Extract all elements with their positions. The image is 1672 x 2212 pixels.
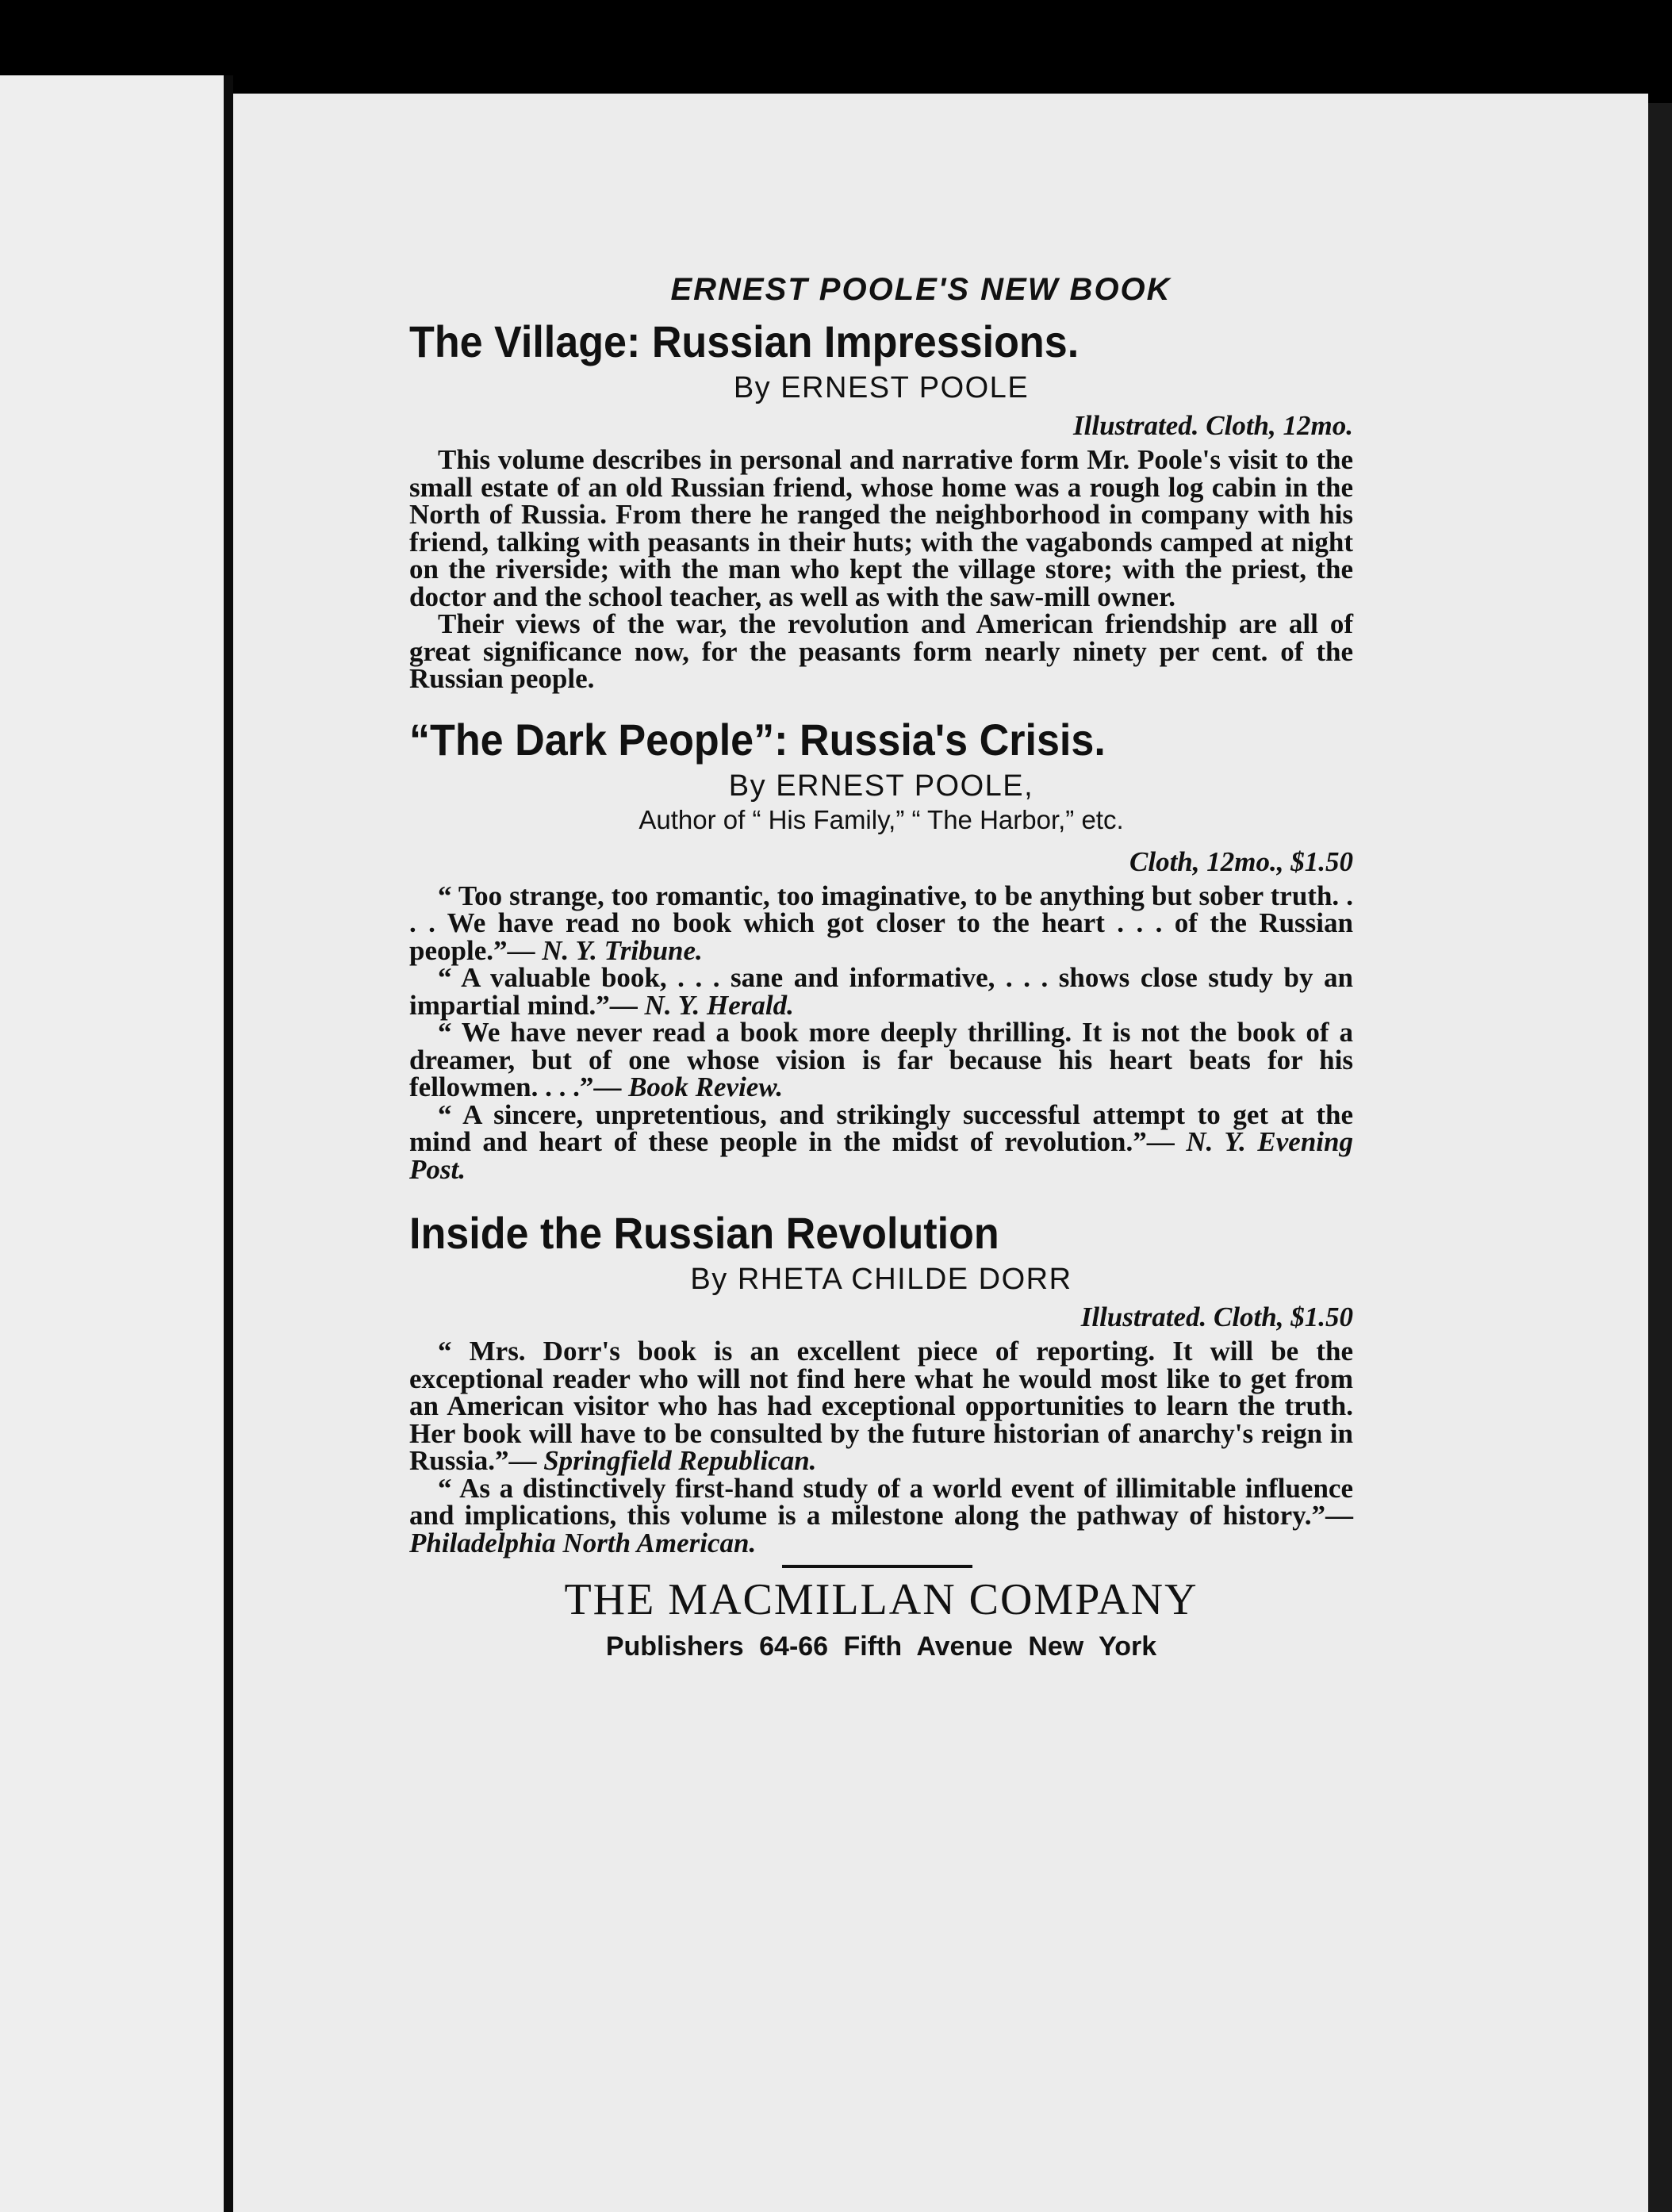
review-text: “ As a distinctively first-hand study of a world event of illimitable influence and implications, this volume is a milestone along the pathway of history.”— <box>409 1472 1353 1531</box>
book3-review <box>409 1472 1353 1558</box>
page-edge-shadow <box>1648 103 1672 2212</box>
book2-author: By ERNEST POOLE, <box>728 769 1034 803</box>
book3-edition: Illustrated. Cloth, $1.50 <box>1080 1302 1353 1332</box>
review-source: Book Review. <box>628 1071 784 1102</box>
advertisement-page <box>233 94 1648 2212</box>
book-spine <box>224 75 233 2212</box>
review-source: N. Y. Herald. <box>644 989 794 1021</box>
page-content <box>409 272 1353 1662</box>
book2-title: “The Dark People”: Russia's Crisis. <box>409 714 1106 765</box>
book1-title: The Village: Russian Impressions. <box>409 316 1080 366</box>
review-source: N. Y. Tribune. <box>542 934 703 966</box>
book3-author: By RHETA CHILDE DORR <box>690 1263 1072 1296</box>
left-blank-page <box>0 75 224 2212</box>
book2-review <box>409 1019 1353 1102</box>
review-text: “ Mrs. Dorr's book is an excellent piece of reporting. It will be the exceptional reader who will not find here what he would most like to get from an American visitor who has had exceptional opportunities to learn the truth. Her book will have to be consulted by the future historian of anarchy's reign in Russia.”— <box>409 1336 1353 1476</box>
publisher-address: Publishers 64-66 Fifth Avenue New York <box>605 1631 1157 1662</box>
publisher-name <box>409 1574 1353 1625</box>
book1-edition: Illustrated. Cloth, 12mo. <box>1073 410 1353 441</box>
book2-author-credits: Author of “ His Family,” “ The Harbor,” etc. <box>639 804 1124 834</box>
book2-edition: Cloth, 12mo., $1.50 <box>1129 845 1353 877</box>
review-text: “ A valuable book, . . . sane and informative, . . . shows close study by an impartial mind.”— <box>409 962 1353 1021</box>
book2-review <box>409 964 1353 1019</box>
book1-description-2: Their views of the war, the revolution and American friendship are all of great significance now, for the peasants form nearly ninety per cent. of the Russian people. <box>409 608 1353 694</box>
book1-eyebrow: ERNEST POOLE'S NEW BOOK <box>670 272 1172 307</box>
review-text: “ A sincere, unpretentious, and strikingly successful attempt to get at the mind and heart of these people in the midst of revolution.”— <box>409 1098 1353 1157</box>
review-source: N. Y. Evening Post. <box>409 1126 1353 1185</box>
review-text: “ We have never read a book more deeply thrilling. It is not the book of a dreamer, but of one whose vision is far because his heart beats for his fellowmen. . . .”— <box>409 1017 1353 1102</box>
review-source: Springfield Republican. <box>543 1445 817 1476</box>
book2-review <box>409 1098 1353 1185</box>
book2-review <box>409 880 1353 966</box>
book3-review <box>409 1338 1353 1475</box>
book1-author: By ERNEST POOLE <box>733 371 1030 404</box>
publisher-name-text: THE MACMILLAN COMPANY <box>564 1575 1198 1624</box>
review-source: Philadelphia North American. <box>409 1527 757 1558</box>
review-text: “ Too strange, too romantic, too imaginative, to be anything but sober truth. . . . We have read no book which got closer to the heart . . . of the Russian people.”— <box>409 880 1353 966</box>
book3-title: Inside the Russian Revolution <box>409 1208 999 1258</box>
book1-description: This volume describes in personal and narrative form Mr. Poole's visit to the small estate of an old Russian friend, whose home was a rough log cabin in the North of Russia. From there he ranged the neighborhood in company with his friend, talking with peasants in their huts; with the vagabonds camped at night on the riverside; with the man who kept the village store; with the priest, the doctor and the school teacher, as well as with the saw-mill owner. <box>409 444 1353 612</box>
divider-rule <box>782 1565 972 1568</box>
